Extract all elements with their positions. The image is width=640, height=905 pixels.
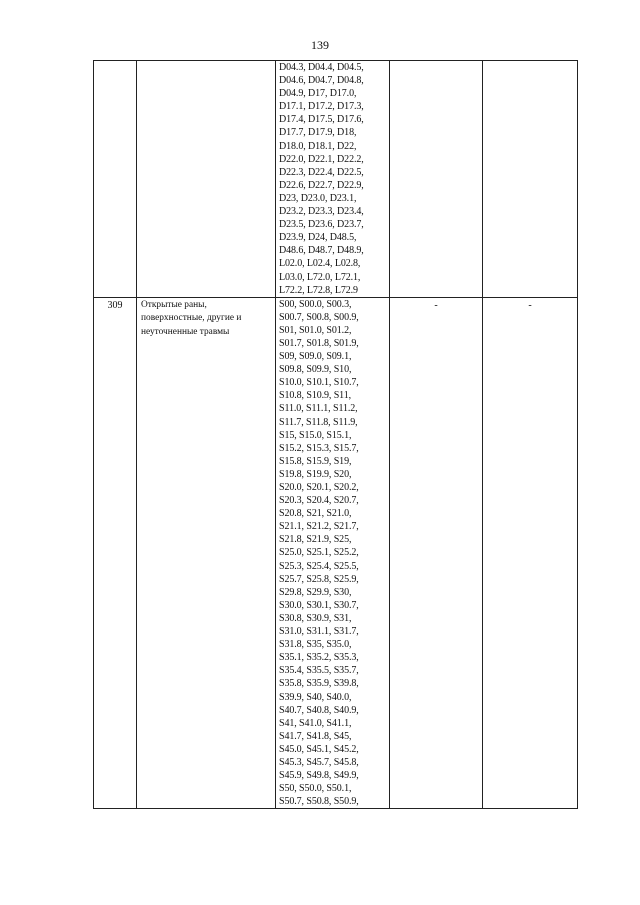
code-line: D17.7, D17.9, D18, (279, 127, 357, 139)
code-line: S50, S50.0, S50.1, (279, 783, 352, 795)
code-line: S25.3, S25.4, S25.5, (279, 560, 359, 572)
code-line: S29.8, S29.9, S30, (279, 586, 352, 598)
table-row (94, 297, 578, 809)
code-line: D04.6, D04.7, D04.8, (279, 75, 364, 87)
row-value-a-cell (390, 61, 483, 298)
code-line: S30.8, S30.9, S31, (279, 612, 352, 624)
code-line: S15.2, S15.3, S15.7, (279, 442, 359, 454)
code-line: S11.7, S11.8, S11.9, (279, 416, 358, 428)
code-line: S45.0, S45.1, S45.2, (279, 743, 359, 755)
code-line: S15, S15.0, S15.1, (279, 429, 352, 441)
code-line: S41, S41.0, S41.1, (279, 717, 352, 729)
code-line: D23.9, D24, D48.5, (279, 232, 357, 244)
code-line: S21.1, S21.2, S21.7, (279, 521, 359, 533)
row-value-a-cell: - (390, 297, 483, 809)
code-line: S01, S01.0, S01.2, (279, 324, 352, 336)
code-line: S09.8, S09.9, S10, (279, 364, 352, 376)
code-line: S25.7, S25.8, S25.9, (279, 573, 359, 585)
codes-list (279, 298, 387, 809)
code-line: D17.1, D17.2, D17.3, (279, 101, 364, 113)
code-line: S31.8, S35, S35.0, (279, 639, 352, 651)
code-line: S31.0, S31.1, S31.7, (279, 626, 359, 638)
code-line: S20.3, S20.4, S20.7, (279, 495, 359, 507)
row-value-b-cell (483, 61, 578, 298)
code-line: S11.0, S11.1, S11.2, (279, 403, 358, 415)
page-number: 139 (311, 38, 329, 52)
code-line: S45.3, S45.7, S45.8, (279, 756, 359, 768)
code-line: D23.5, D23.6, D23.7, (279, 219, 364, 231)
code-line: S19.8, S19.9, S20, (279, 468, 352, 480)
row-value-b-cell: - (483, 297, 578, 809)
row-name-cell (137, 61, 276, 298)
code-line: S40.7, S40.8, S40.9, (279, 704, 359, 716)
code-line: L72.2, L72.8, L72.9 (279, 284, 358, 296)
code-line: D17.4, D17.5, D17.6, (279, 114, 364, 126)
code-line: S21.8, S21.9, S25, (279, 534, 352, 546)
codes-table (93, 60, 578, 809)
row-name-cell: Открытые раны, поверхностные, другие и неуточненные травмы (137, 297, 276, 809)
code-line: D22.6, D22.7, D22.9, (279, 179, 364, 191)
row-number-cell: 309 (94, 297, 137, 809)
code-line: D23.2, D23.3, D23.4, (279, 206, 364, 218)
row-codes-cell (276, 297, 390, 809)
code-line: S15.8, S15.9, S19, (279, 455, 352, 467)
code-line: D22.0, D22.1, D22.2, (279, 153, 364, 165)
code-line: S41.7, S41.8, S45, (279, 730, 352, 742)
code-line: S20.8, S21, S21.0, (279, 508, 352, 520)
code-line: S35.4, S35.5, S35.7, (279, 665, 359, 677)
code-line: S09, S09.0, S09.1, (279, 351, 352, 363)
code-line: S39.9, S40, S40.0, (279, 691, 352, 703)
code-line: S35.1, S35.2, S35.3, (279, 652, 359, 664)
code-line: S25.0, S25.1, S25.2, (279, 547, 359, 559)
code-line: S00, S00.0, S00.3, (279, 298, 352, 310)
code-line: S45.9, S49.8, S49.9, (279, 770, 359, 782)
code-line: D23, D23.0, D23.1, (279, 192, 357, 204)
code-line: D22.3, D22.4, D22.5, (279, 166, 364, 178)
code-line: S20.0, S20.1, S20.2, (279, 482, 359, 493)
row-codes-cell (276, 61, 390, 298)
codes-list (279, 61, 387, 297)
code-line: D04.3, D04.4, D04.5, (279, 62, 364, 73)
code-line: S01.7, S01.8, S01.9, (279, 337, 359, 349)
code-line: L03.0, L72.0, L72.1, (279, 271, 361, 283)
row-number-cell (94, 61, 137, 298)
code-line: S50.7, S50.8, S50.9, (279, 796, 359, 808)
code-line: S10.0, S10.1, S10.7, (279, 377, 359, 389)
code-line: D48.6, D48.7, D48.9, (279, 245, 364, 257)
code-line: D04.9, D17, D17.0, (279, 88, 357, 100)
code-line: S30.0, S30.1, S30.7, (279, 599, 359, 611)
table-row (94, 61, 578, 298)
code-line: S00.7, S00.8, S00.9, (279, 311, 359, 323)
code-line: S10.8, S10.9, S11, (279, 390, 352, 402)
code-line: L02.0, L02.4, L02.8, (279, 258, 361, 270)
code-line: D18.0, D18.1, D22, (279, 140, 357, 152)
code-line: S35.8, S35.9, S39.8, (279, 678, 359, 690)
